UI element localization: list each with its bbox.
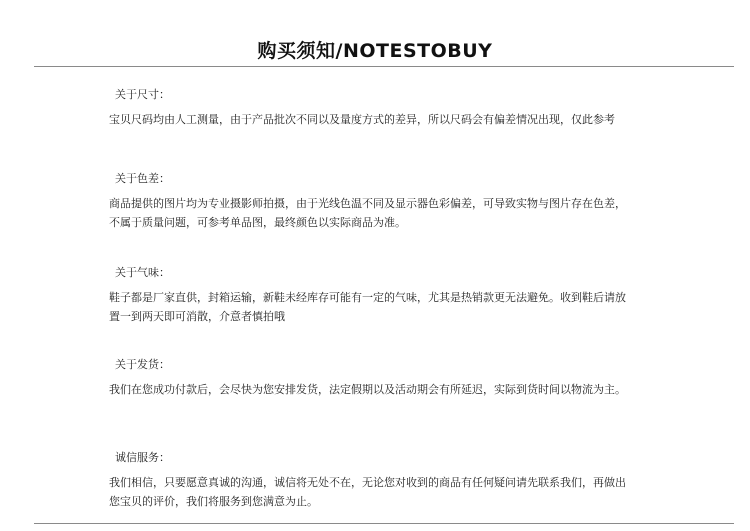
section-heading: 关于色差： xyxy=(115,172,170,185)
section-service xyxy=(109,451,629,511)
section-body: 我们相信，只要愿意真诚的沟通，诚信将无处不在，无论您对收到的商品有任何疑问请先联系我们，再做出您宝贝的评价，我们将服务到您满意为止。 xyxy=(109,476,626,508)
section-heading: 关于发货： xyxy=(115,358,170,371)
top-divider xyxy=(34,66,734,67)
section-body: 商品提供的图片均为专业摄影师拍摄，由于光线色温不同及显示器色彩偏差，可导致实物与图片存在色差，不属于质量问题，可参考单品图，最终颜色以实际商品为准。 xyxy=(109,197,626,229)
section-heading: 关于气味： xyxy=(115,266,170,279)
section-shipping xyxy=(109,358,629,399)
section-size xyxy=(109,88,629,129)
page-title: 购买须知/NOTESTOBUY xyxy=(257,40,493,62)
section-color xyxy=(109,172,629,232)
section-heading: 诚信服务： xyxy=(115,451,170,464)
section-body: 鞋子都是厂家直供，封箱运输，新鞋未经库存可能有一定的气味，尤其是热销款更无法避免。收到鞋后请放置一到两天即可消散，介意者慎拍哦 xyxy=(109,291,626,323)
section-body: 我们在您成功付款后，会尽快为您安排发货，法定假期以及活动期会有所延迟，实际到货时间以物流为主。 xyxy=(109,383,626,396)
section-odor xyxy=(109,266,629,326)
section-heading: 关于尺寸： xyxy=(115,88,170,101)
section-body: 宝贝尺码均由人工测量，由于产品批次不同以及量度方式的差异，所以尺码会有偏差情况出现，仅此参考 xyxy=(109,113,615,126)
bottom-divider xyxy=(34,523,734,524)
